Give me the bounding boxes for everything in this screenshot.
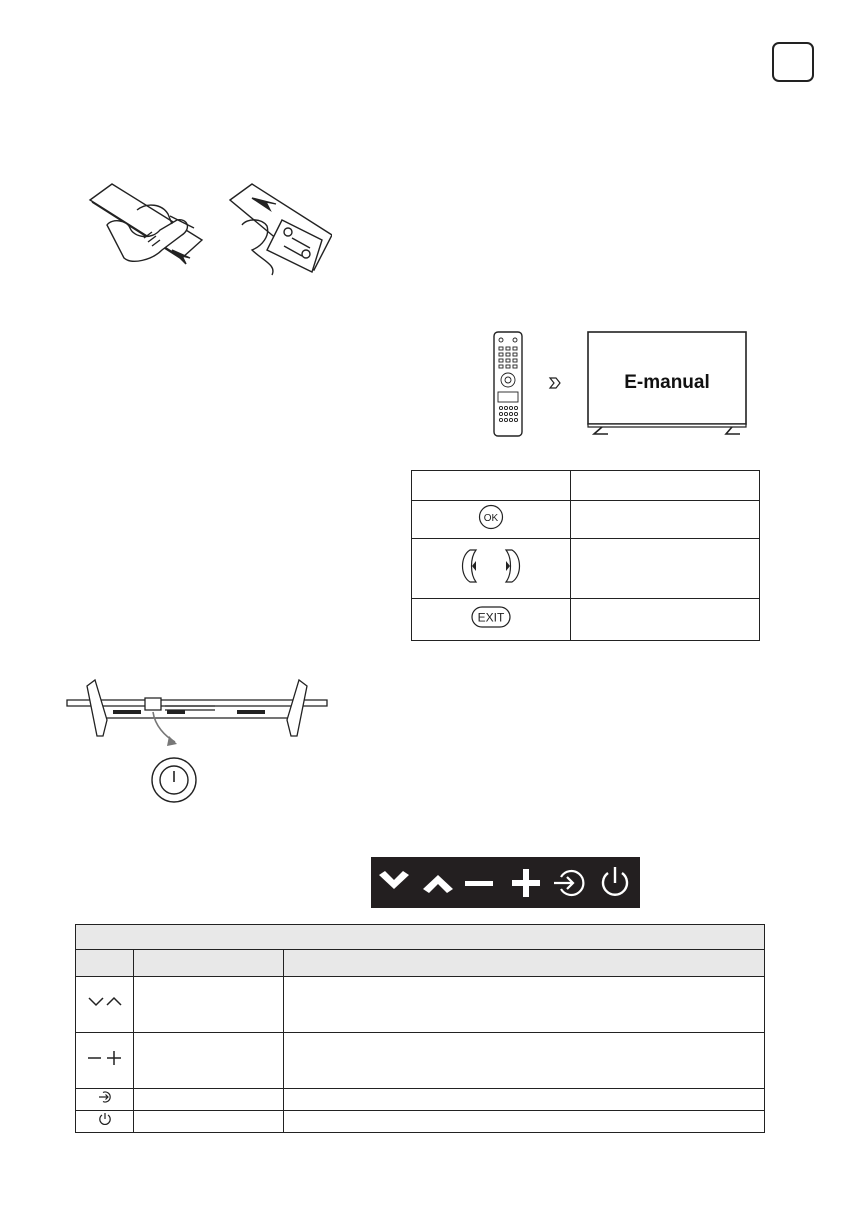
- table-row: [412, 539, 760, 599]
- tv-illustration: [588, 332, 746, 434]
- svg-text:OK: OK: [483, 513, 499, 524]
- minus-icon: [465, 881, 493, 886]
- ok-button-icon: [476, 503, 506, 531]
- table-row: [76, 1033, 765, 1089]
- power-button-icon: [152, 758, 196, 802]
- battery-cover-open-illustration: [90, 184, 202, 264]
- table-row: [412, 599, 760, 641]
- table-row: [76, 1089, 765, 1111]
- remote-control-illustration: [494, 332, 522, 436]
- tv-control-bar: [371, 857, 640, 908]
- tv-bottom-power-button-illustration: [65, 676, 330, 806]
- table-row: [76, 1111, 765, 1133]
- tv-screen-label: E-manual: [624, 372, 710, 393]
- input-source-icon: [97, 1090, 113, 1104]
- control-buttons-table: [75, 924, 765, 1133]
- language-box: [772, 42, 814, 82]
- power-icon: [97, 1112, 113, 1126]
- key-function-table: [411, 470, 760, 641]
- table-row: [76, 977, 765, 1033]
- channel-up-down-icon: [85, 992, 125, 1012]
- table-row: [412, 501, 760, 539]
- battery-insert-illustration: [230, 184, 332, 275]
- table-row: [412, 471, 760, 501]
- svg-text:EXIT: EXIT: [477, 610, 505, 625]
- volume-minus-plus-icon: [85, 1048, 125, 1068]
- table-title-row: [76, 925, 765, 950]
- battery-installation-illustration: [82, 180, 332, 280]
- exit-button-icon: [469, 604, 513, 630]
- left-right-arrow-icon: [456, 546, 526, 586]
- table-header-row: [76, 950, 765, 977]
- chevron-right-icon: [550, 378, 560, 388]
- e-manual-illustration: [480, 330, 750, 440]
